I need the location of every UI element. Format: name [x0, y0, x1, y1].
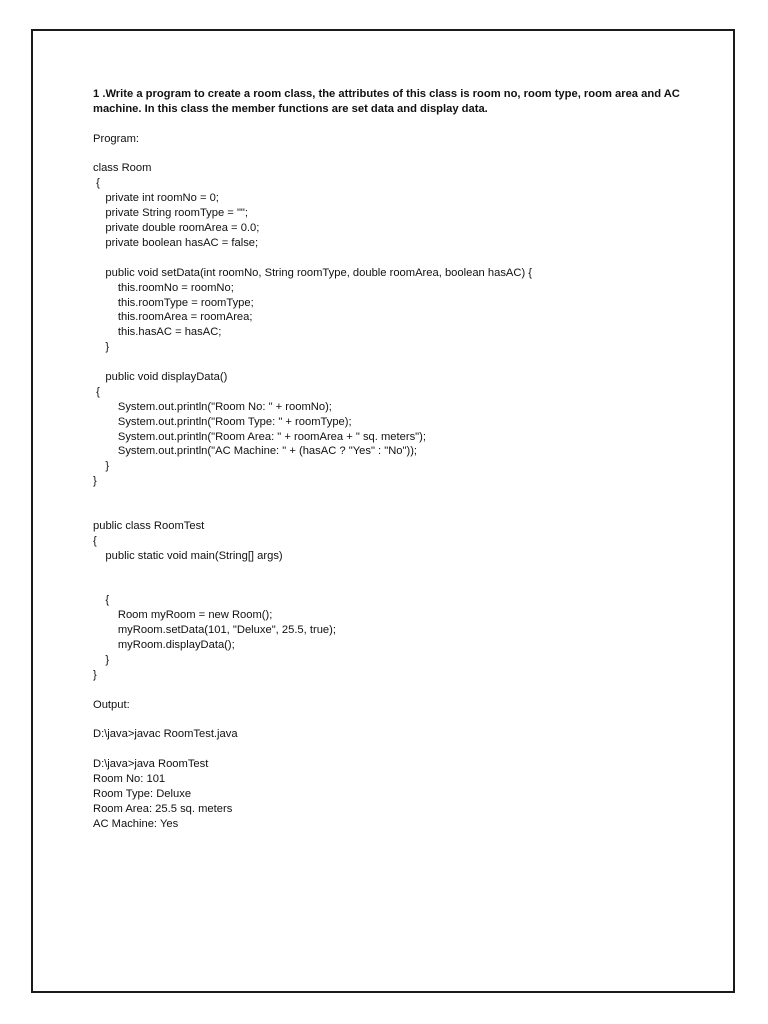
code-line: private int roomNo = 0; — [93, 192, 219, 205]
code-line: private double roomArea = 0.0; — [93, 222, 260, 235]
code-line: { — [93, 177, 100, 190]
code-line: } — [93, 475, 97, 488]
document-body — [93, 87, 693, 832]
spacer — [93, 489, 693, 519]
code-line: { — [93, 594, 110, 607]
code-line: { — [93, 385, 100, 398]
test-class-code-head — [93, 519, 693, 564]
code-line: this.roomNo = roomNo; — [93, 281, 234, 294]
code-line: System.out.println("Room Type: " + roomType); — [93, 415, 352, 428]
code-line — [93, 355, 693, 370]
code-line: public void setData(int roomNo, String roomType, double roomArea, boolean hasAC) { — [93, 266, 533, 279]
code-line: Room Type: Deluxe — [93, 787, 192, 800]
code-line: D:\java>java RoomTest — [93, 758, 209, 771]
code-line: } — [93, 653, 110, 666]
code-line: public void displayData() — [93, 370, 228, 383]
code-line: myRoom.setData(101, "Deluxe", 25.5, true); — [93, 624, 336, 637]
code-line: public static void main(String[] args) — [93, 549, 283, 562]
code-line: System.out.println("Room No: " + roomNo); — [93, 400, 332, 413]
spacer — [93, 742, 693, 757]
code-line: public class RoomTest — [93, 519, 205, 532]
code-line: myRoom.displayData(); — [93, 639, 235, 652]
program-label: Program: — [93, 132, 140, 145]
question-heading: 1 .Write a program to create a room class, the attributes of this class is room no, room type, room area and AC machine. In this class the member functions are set data and display data. — [93, 88, 680, 115]
code-line: Room myRoom = new Room(); — [93, 609, 273, 622]
code-line: Room No: 101 — [93, 773, 166, 786]
spacer — [93, 564, 693, 594]
code-line: this.roomType = roomType; — [93, 296, 254, 309]
code-line: System.out.println("Room Area: " + roomArea + " sq. meters"); — [93, 430, 426, 443]
spacer — [93, 683, 693, 698]
output-label: Output: — [93, 698, 130, 711]
spacer — [93, 147, 693, 162]
spacer — [93, 117, 693, 132]
code-line: private boolean hasAC = false; — [93, 236, 259, 249]
code-line: } — [93, 341, 110, 354]
compile-command: D:\java>javac RoomTest.java — [93, 728, 238, 741]
code-line: } — [93, 668, 97, 681]
code-line: private String roomType = ""; — [93, 207, 248, 220]
run-output — [93, 757, 693, 831]
code-line — [93, 251, 693, 266]
test-class-code-body — [93, 593, 693, 682]
code-line: { — [93, 534, 97, 547]
code-line: System.out.println("AC Machine: " + (hasAC ? "Yes" : "No")); — [93, 445, 418, 458]
code-line: } — [93, 460, 110, 473]
code-line: AC Machine: Yes — [93, 817, 179, 830]
room-class-code — [93, 161, 693, 489]
code-line: class Room — [93, 162, 152, 175]
code-line: this.roomArea = roomArea; — [93, 311, 253, 324]
code-line: Room Area: 25.5 sq. meters — [93, 802, 233, 815]
spacer — [93, 712, 693, 727]
code-line: this.hasAC = hasAC; — [93, 326, 222, 339]
